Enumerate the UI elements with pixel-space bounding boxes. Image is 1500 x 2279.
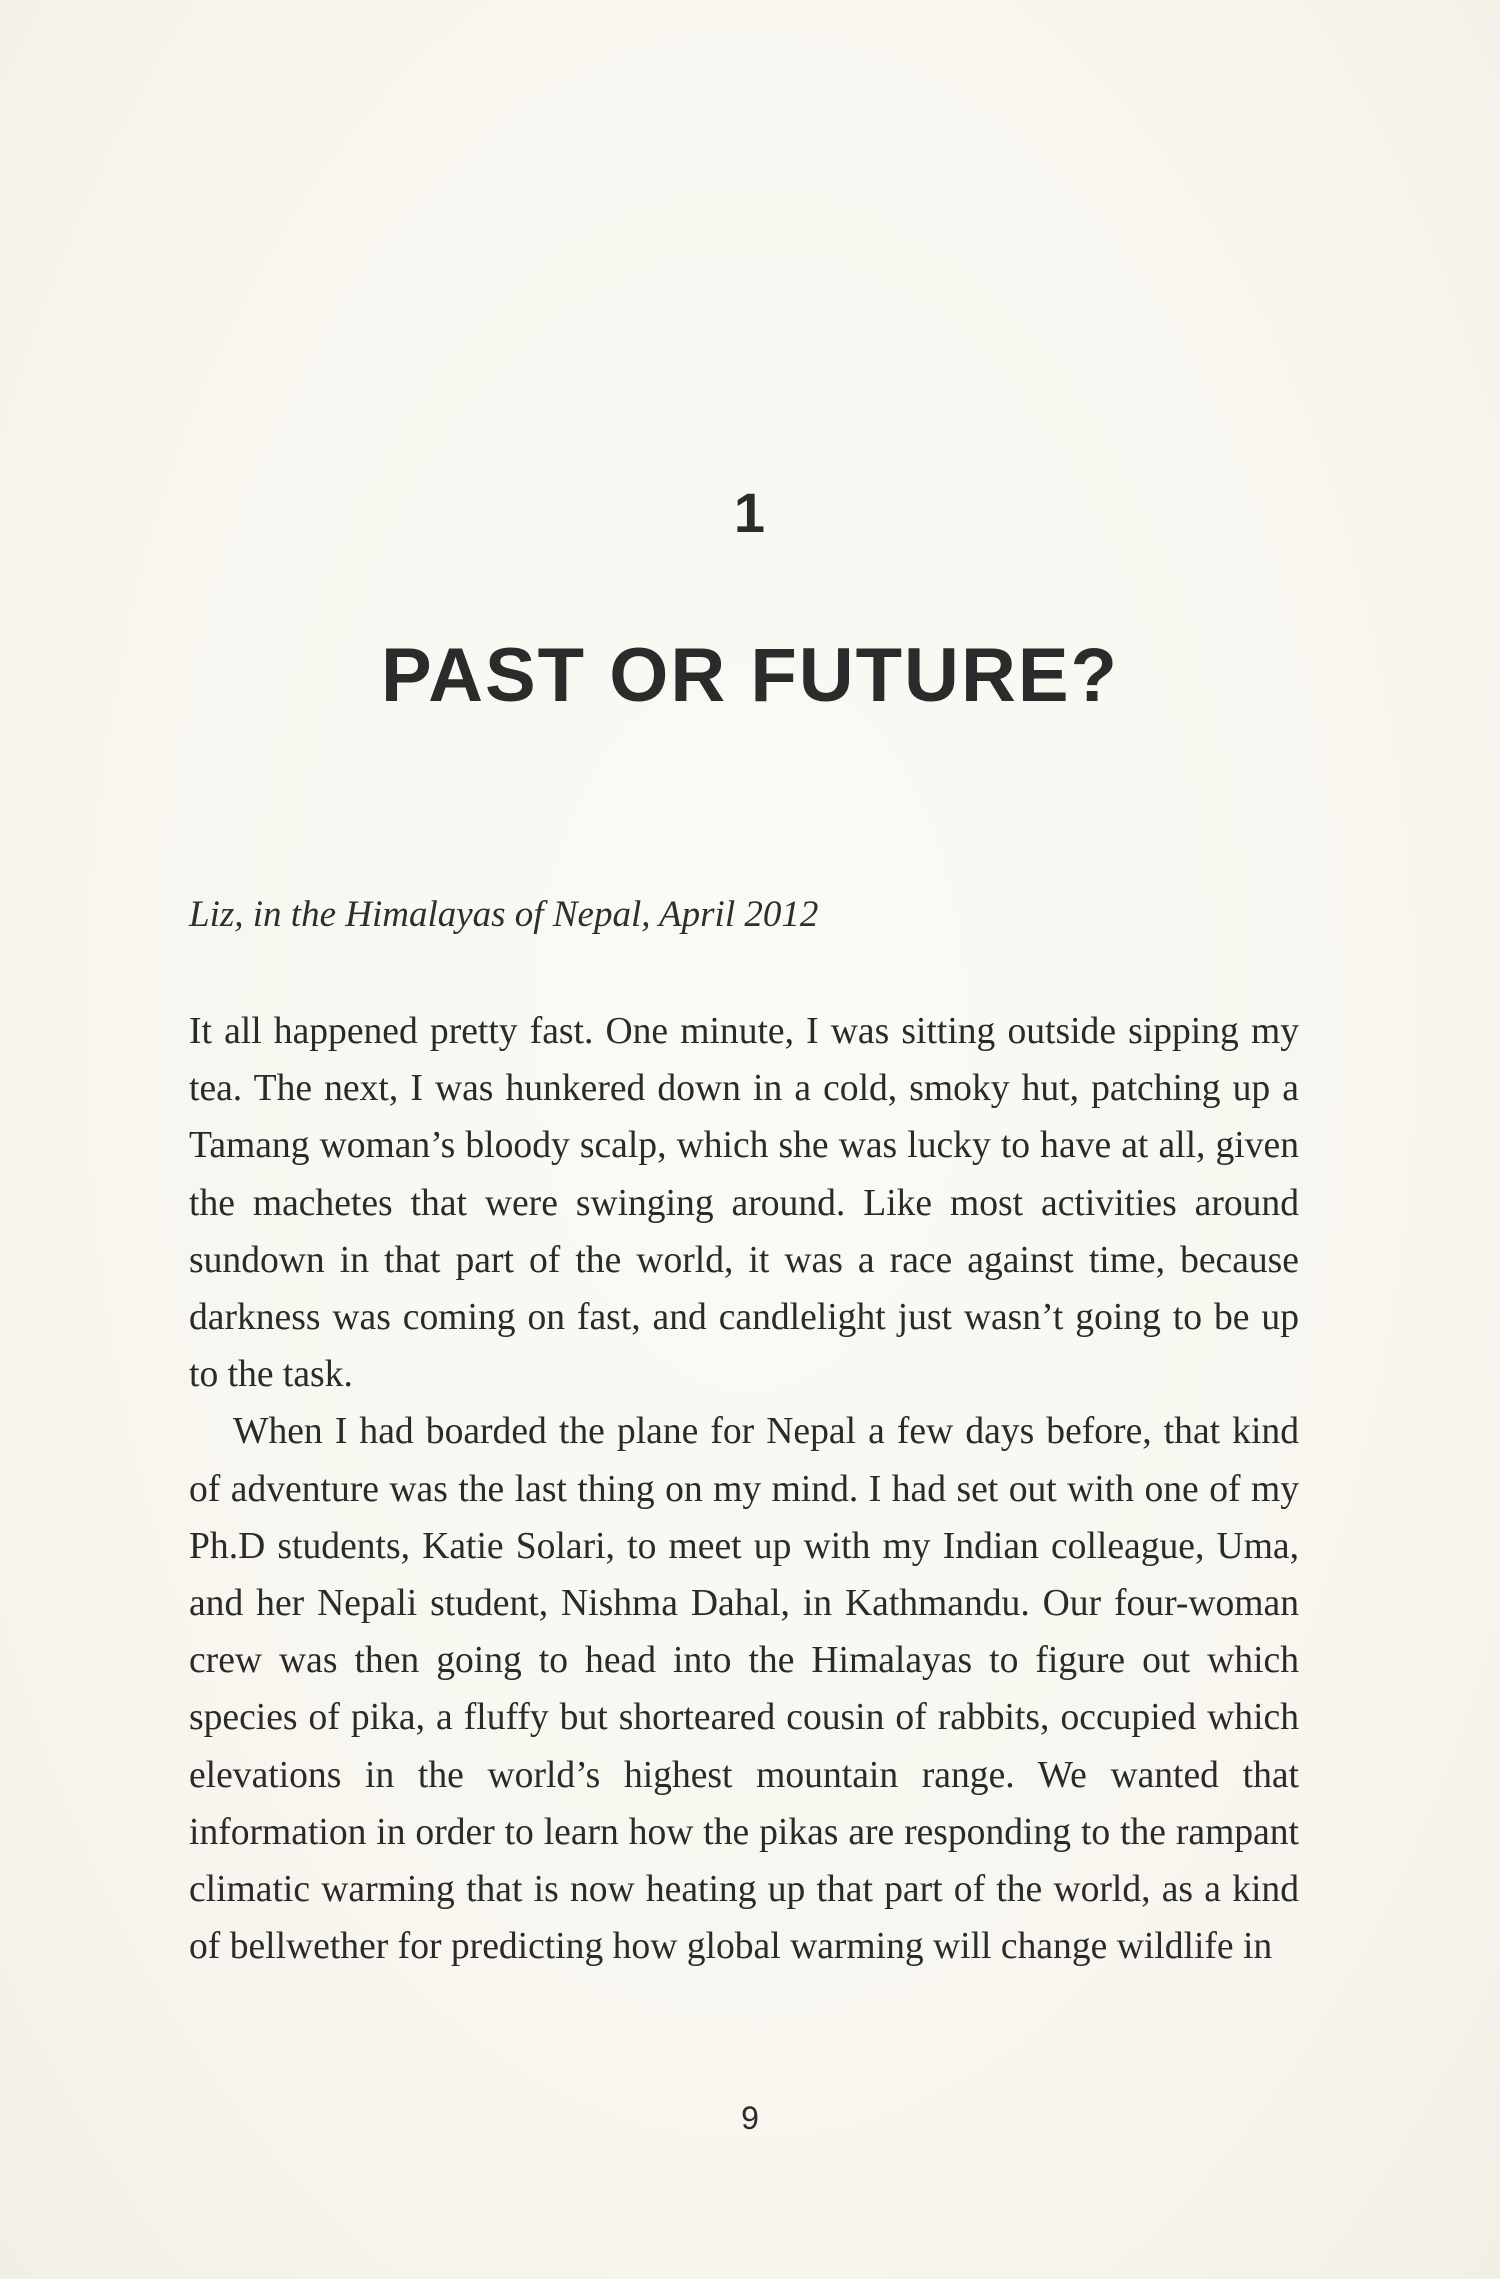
chapter-title: PAST OR FUTURE? [381, 633, 1119, 718]
paragraph-2: When I had boarded the plane for Nepal a few days before, that kind of adventure was the last thing on my mind. I had set out with one of my Ph.D students, Katie Solari, to meet up with my Indian colleague, Uma, and her Nepali student, Nishma Dahal, in Kathmandu. Our four-woman crew was then going to head into the Himalayas to figure out which species of pika, a fluffy but shorteared cousin of rabbits, occupied which elevations in the world’s highest mountain range. We wanted that information in order to learn how the pikas are responding to the rampant climatic warming that is now heating up that part of the world, as a kind of bellwether for predicting how global warming will change wildlife in [189, 1411, 1299, 1968]
paragraph-1: It all happened pretty fast. One minute, I was sitting outside sipping my tea. The next, I was hunkered down in a cold, smoky hut, patching up a Tamang woman’s bloody scalp, which she was lucky to have at all, given the machetes that were swinging around. Like most activities around sundown in that part of the world, it was a race against time, because darkness was coming on fast, and candlelight just wasn’t going to be up to the task. [189, 1011, 1299, 1396]
chapter-number: 1 [733, 481, 767, 544]
page-number: 9 [741, 2100, 759, 2136]
chapter-epigraph: Liz, in the Himalayas of Nepal, April 2012 [189, 894, 819, 935]
body-text [189, 1003, 1299, 1975]
